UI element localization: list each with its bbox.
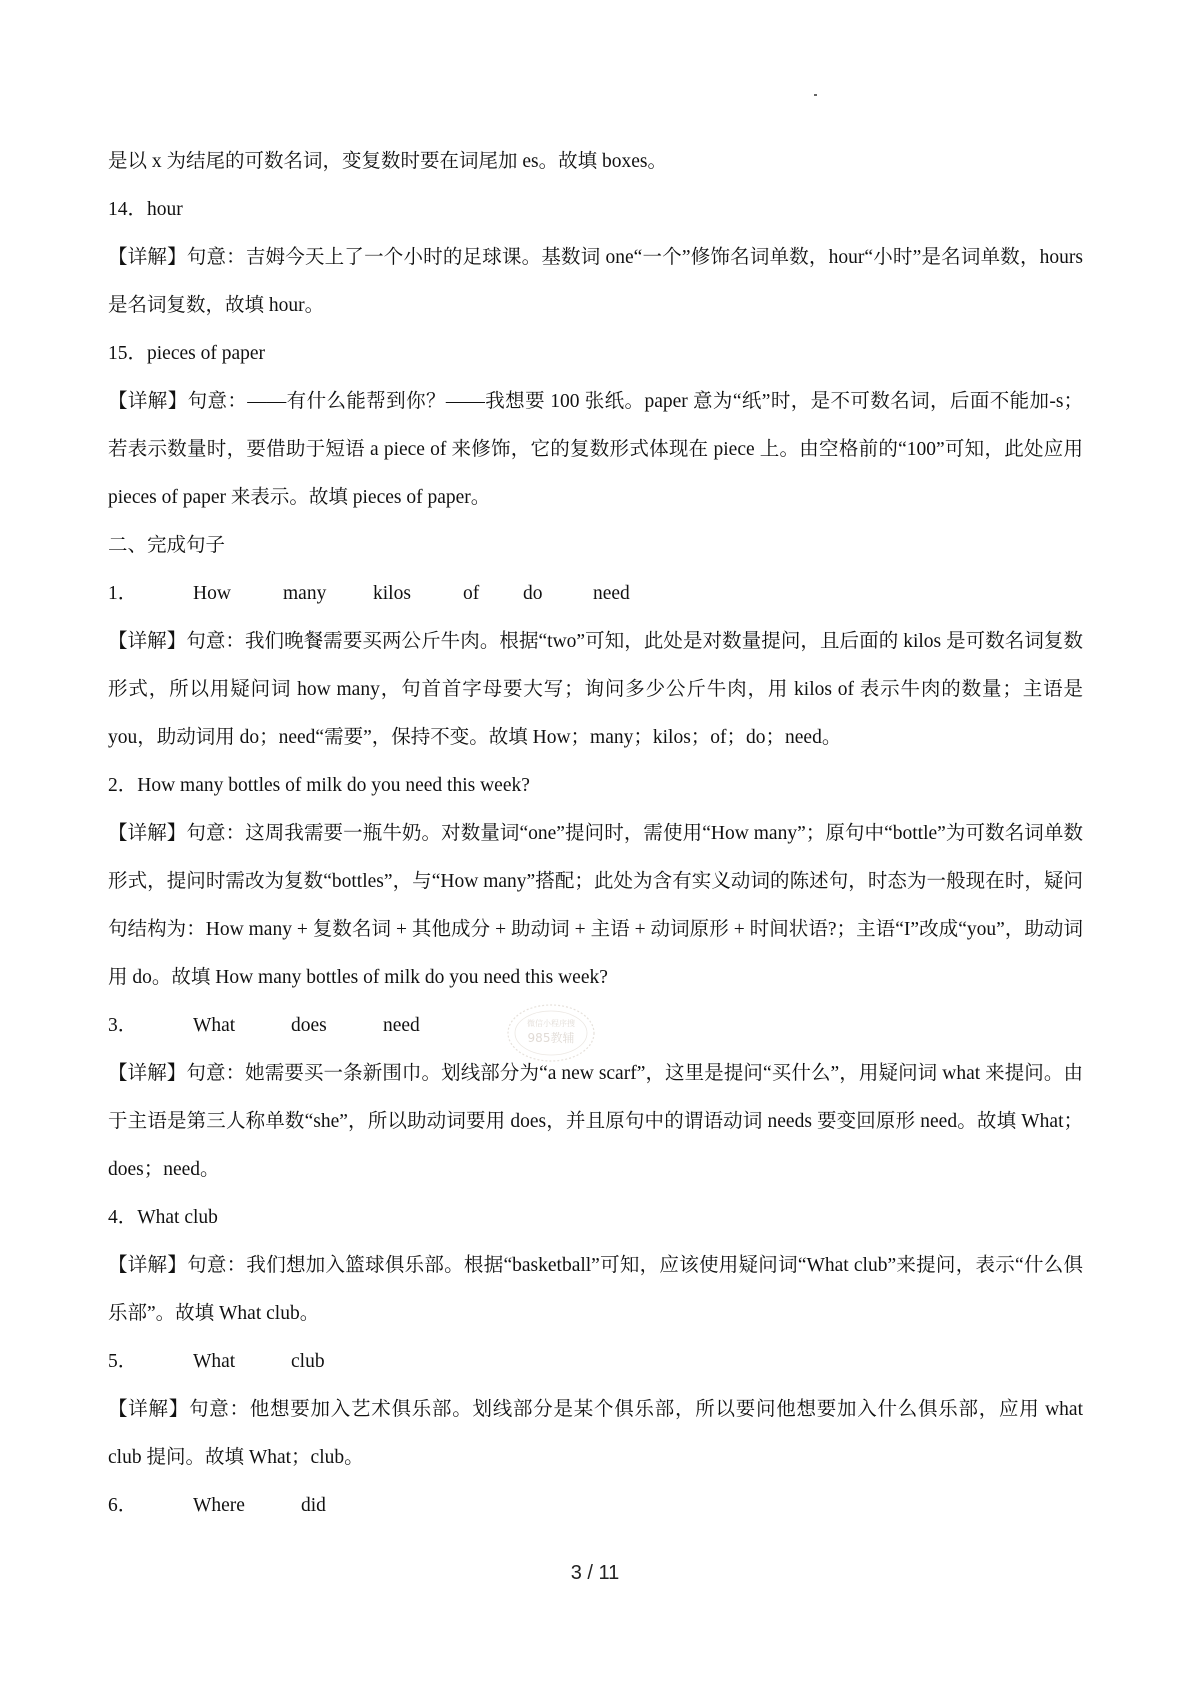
answer-15: 15．pieces of paper	[108, 343, 266, 364]
answer-14: 14．hour	[108, 199, 183, 220]
answer-word: of	[463, 583, 480, 604]
watermark-seal	[505, 1002, 597, 1064]
explanation-s3: 【详解】句意：她需要买一条新围巾。划线部分为“a new scarf”，这里是提问“买什么”，用疑问词 what 来提问。由于主语是第三人称单数“she”，所以助动词要用 does，并且原句中的谓语动词 needs 要变回原形 need。故填 What；does；need。	[108, 1063, 1083, 1180]
answer-word: What	[193, 1015, 236, 1036]
answer-s1	[108, 570, 1083, 618]
answer-explanation-boxes: 是以 x 为结尾的可数名词，变复数时要在词尾加 es。故填 boxes。	[108, 151, 667, 172]
answer-s4: 4．What club	[108, 1207, 218, 1228]
answer-word: kilos	[373, 583, 411, 604]
answer-s2: 2．How many bottles of milk do you need this week?	[108, 775, 530, 796]
seal-text-top: 微信小程序搜	[527, 1019, 575, 1028]
explanation-15: 【详解】句意：——有什么能帮到你？——我想要 100 张纸。paper 意为“纸”时，是不可数名词，后面不能加-s；若表示数量时，要借助于短语 a piece of 来修饰，它的复数形式体现在 piece 上。由空格前的“100”可知，此处应用 pieces of paper 来表示。故填 pieces of paper。	[108, 391, 1083, 508]
seal-text-main: 985教辅	[527, 1031, 575, 1045]
explanation-14: 【详解】句意：吉姆今天上了一个小时的足球课。基数词 one“一个”修饰名词单数，hour“小时”是名词单数，hours 是名词复数，故填 hour。	[108, 247, 1083, 316]
explanation-s2: 【详解】句意：这周我需要一瓶牛奶。对数量词“one”提问时，需使用“How many”；原句中“bottle”为可数名词单数形式，提问时需改为复数“bottles”，与“How many”搭配；此处为含有实义动词的陈述句，时态为一般现在时，疑问句结构为：How many + 复数名词 + 其他成分 + 助动词 + 主语 + 动词原形 + 时间状语?；主语“I”改成“you”，助动词用 do。故填 How many bottles of milk do you need this week?	[108, 823, 1083, 988]
explanation-s5: 【详解】句意：他想要加入艺术俱乐部。划线部分是某个俱乐部，所以要问他想要加入什么俱乐部，应用 what club 提问。故填 What；club。	[108, 1399, 1083, 1468]
answer-number: 1．	[108, 583, 138, 604]
answer-number: 6．	[108, 1495, 138, 1516]
answer-word: Where	[193, 1495, 245, 1516]
explanation-s4: 【详解】句意：我们想加入篮球俱乐部。根据“basketball”可知，应该使用疑问词“What club”来提问，表示“什么俱乐部”。故填 What club。	[108, 1255, 1083, 1324]
section-heading: 二、完成句子	[108, 535, 226, 556]
answer-s6	[108, 1482, 1083, 1530]
explanation-s1: 【详解】句意：我们晚餐需要买两公斤牛肉。根据“two”可知，此处是对数量提问，且后面的 kilos 是可数名词复数形式，所以用疑问词 how many，句首首字母要大写；询问多少公斤牛肉，用 kilos of 表示牛肉的数量；主语是 you，助动词用 do；need“需要”，保持不变。故填 How；many；kilos；of；do；need。	[108, 631, 1083, 748]
answer-word: did	[301, 1495, 326, 1516]
page-number: 3 / 11	[570, 1562, 620, 1584]
answer-word: does	[291, 1015, 327, 1036]
scan-mark	[814, 94, 817, 96]
answer-word: club	[291, 1351, 325, 1372]
answer-number: 3．	[108, 1015, 138, 1036]
answer-word: do	[523, 583, 543, 604]
answer-word: many	[283, 583, 327, 604]
answer-s5	[108, 1338, 1083, 1386]
document-body	[108, 138, 1083, 1530]
answer-word: need	[593, 583, 630, 604]
answer-word: What	[193, 1351, 236, 1372]
answer-word: How	[193, 583, 231, 604]
answer-number: 5．	[108, 1351, 138, 1372]
answer-word: need	[383, 1015, 420, 1036]
